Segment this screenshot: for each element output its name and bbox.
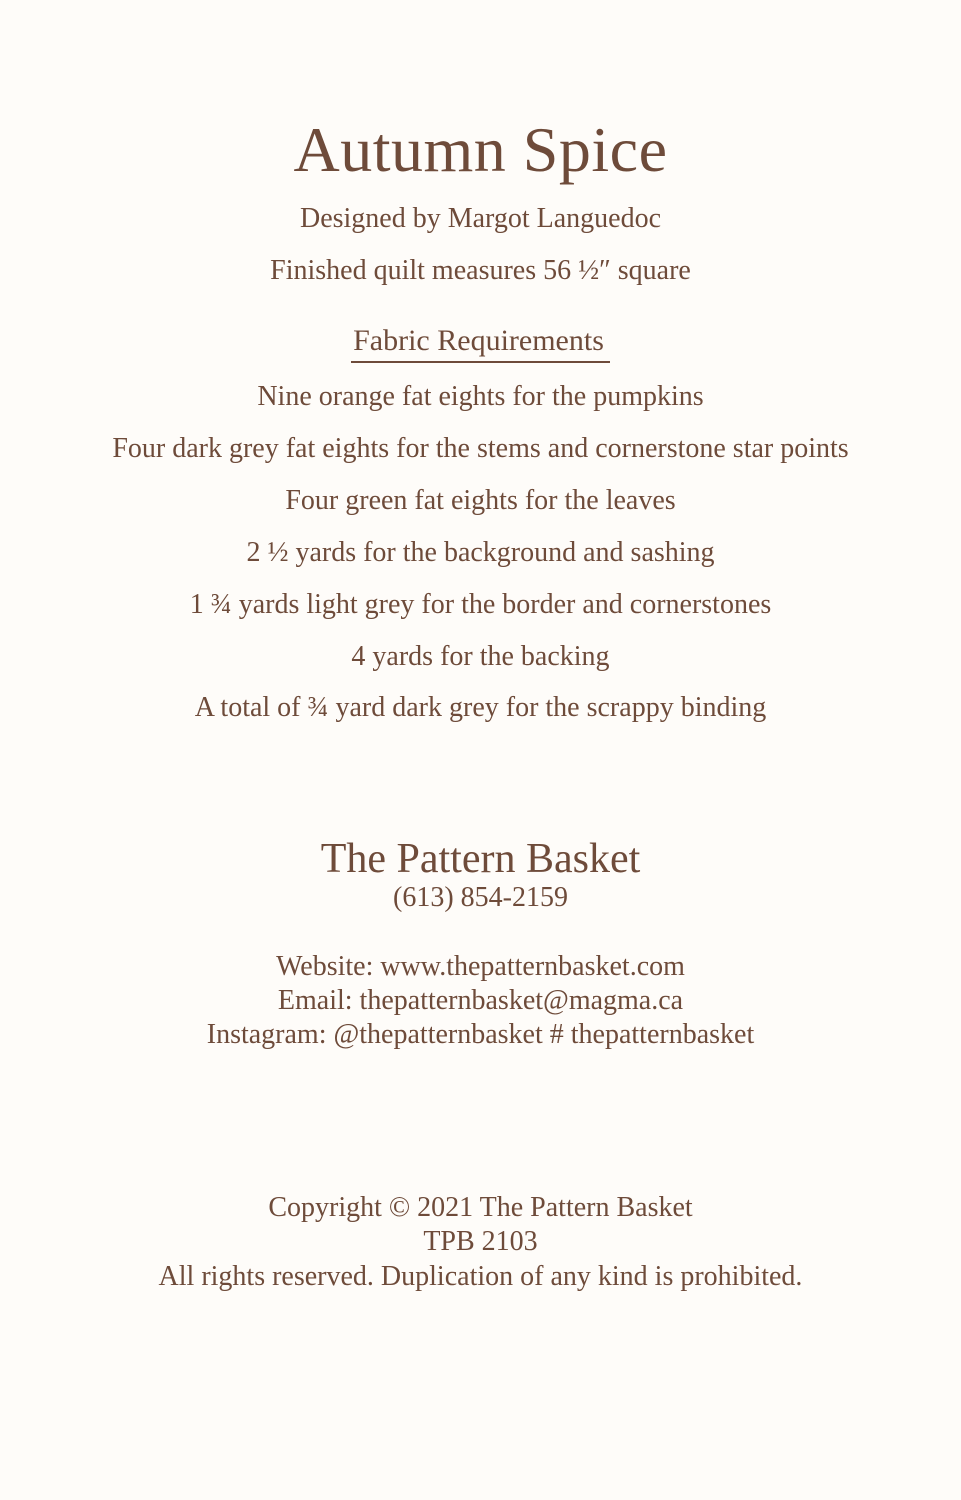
fabric-item: Four green fat eights for the leaves bbox=[285, 485, 676, 516]
company-name: The Pattern Basket bbox=[320, 836, 641, 882]
finished-size: Finished quilt measures 56 ½″ square bbox=[270, 255, 691, 286]
fabric-item: 1 ¾ yards light grey for the border and cornerstones bbox=[189, 589, 772, 620]
pattern-title: Autumn Spice bbox=[293, 114, 668, 185]
fabric-item: A total of ¾ yard dark grey for the scrappy binding bbox=[194, 692, 767, 723]
designer-credit: Designed by Margot Languedoc bbox=[299, 203, 662, 234]
fabric-item: Four dark grey fat eights for the stems and cornerstone star points bbox=[112, 433, 849, 464]
fabric-item: Nine orange fat eights for the pumpkins bbox=[257, 381, 704, 412]
fabric-item: 2 ½ yards for the background and sashing bbox=[246, 537, 715, 568]
pattern-code: TPB 2103 bbox=[423, 1226, 538, 1257]
company-phone: (613) 854-2159 bbox=[393, 882, 568, 913]
rights-notice: All rights reserved. Duplication of any kind is prohibited. bbox=[158, 1261, 803, 1292]
company-email: Email: thepatternbasket@magma.ca bbox=[277, 985, 684, 1016]
company-website: Website: www.thepatternbasket.com bbox=[276, 951, 685, 982]
fabric-item: 4 yards for the backing bbox=[351, 641, 610, 672]
fabric-requirements-heading bbox=[0, 326, 961, 363]
company-instagram: Instagram: @thepatternbasket # thepatternbasket bbox=[206, 1019, 755, 1050]
copyright-notice: Copyright © 2021 The Pattern Basket bbox=[268, 1192, 693, 1223]
fabric-requirements-heading-text: Fabric Requirements bbox=[351, 326, 610, 363]
